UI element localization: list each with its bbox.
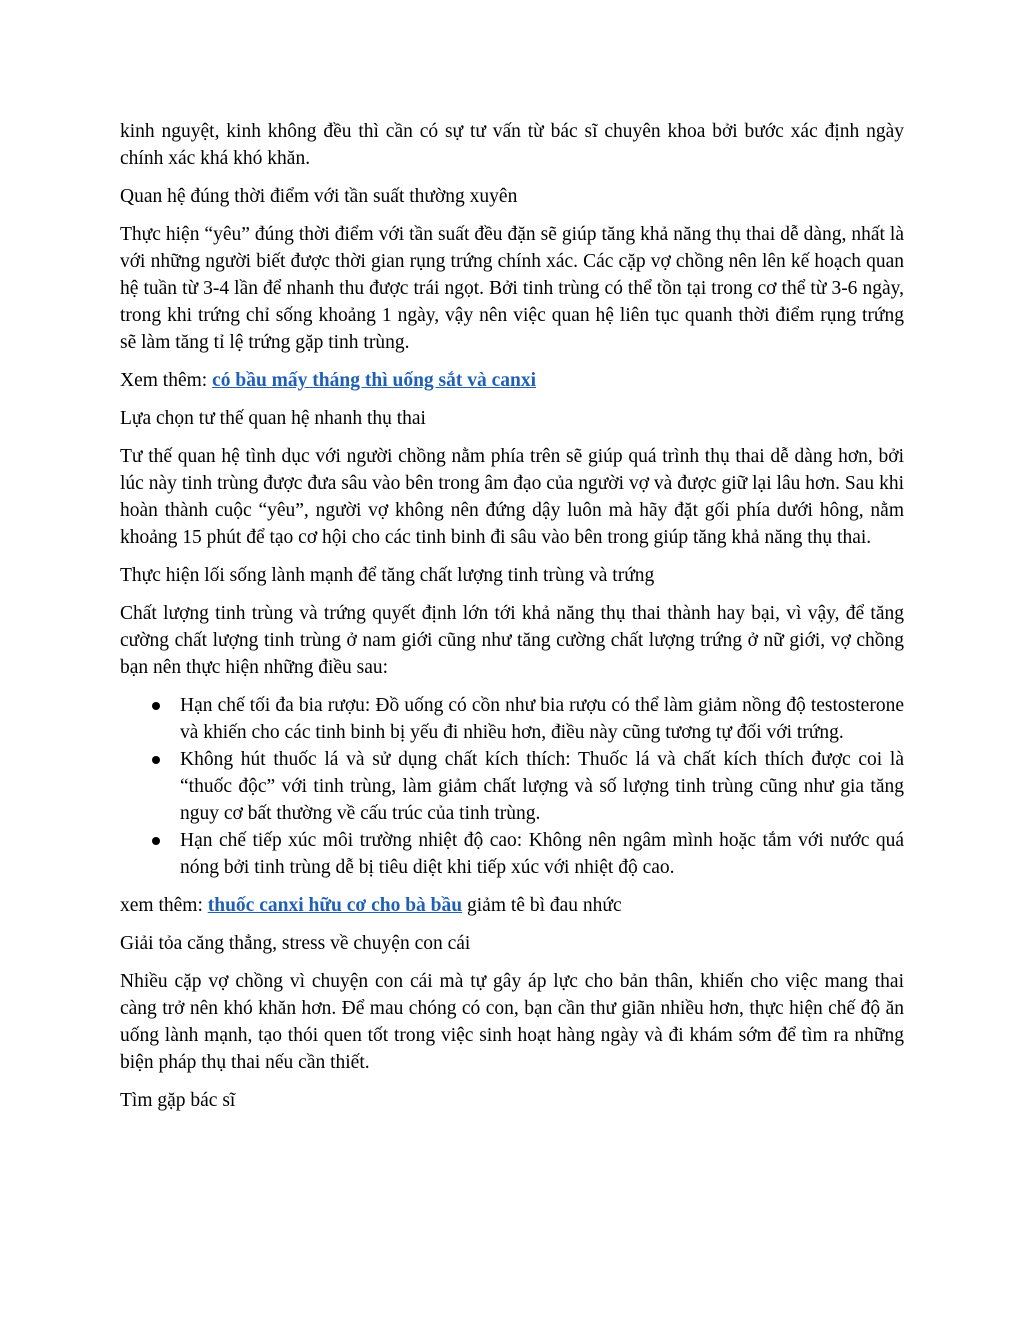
bullet-icon [152, 702, 160, 710]
list-item [120, 827, 904, 881]
heading-lifestyle: Thực hiện lối sống lành mạnh để tăng chất lượng tinh trùng và trứng [120, 565, 655, 586]
see-also-link-iron-calcium[interactable]: có bầu mấy tháng thì uống sắt và canxi [212, 370, 537, 391]
bullet-list [120, 692, 904, 881]
bullet-icon [152, 756, 160, 764]
list-item [120, 692, 904, 746]
document-page [120, 118, 904, 1125]
heading-timing: Quan hệ đúng thời điểm với tần suất thường xuyên [120, 186, 518, 207]
list-item [120, 746, 904, 827]
see-also-line-2 [120, 892, 904, 919]
paragraph-stress: Nhiều cặp vợ chồng vì chuyện con cái mà tự gây áp lực cho bản thân, khiến cho việc mang thai càng trở nên khó khăn hơn. Để mau chóng có con, bạn cần thư giãn nhiều hơn, thực hiện chế độ ăn uống lành mạnh, tạo thói quen tốt trong việc sinh hoạt hàng ngày và đi khám sớm để tìm ra những biện pháp thụ thai nếu cần thiết. [120, 971, 904, 1073]
list-item-text: Hạn chế tối đa bia rượu: Đồ uống có cồn như bia rượu có thể làm giảm nồng độ testosterone và khiến cho các tinh binh bị yếu đi nhiều hơn, điều này cũng tương tự đối với trứng. [180, 695, 904, 743]
see-also-link-organic-calcium[interactable]: thuốc canxi hữu cơ cho bà bầu [207, 895, 463, 916]
paragraph-position: Tư thế quan hệ tình dục với người chồng nằm phía trên sẽ giúp quá trình thụ thai dễ dàng hơn, bởi lúc này tinh trùng được đưa sâu vào bên trong âm đạo của người vợ và được giữ lại lâu hơn. Sau khi hoàn thành cuộc “yêu”, người vợ không nên đứng dậy luôn mà hãy đặt gối phía dưới hông, nằm khoảng 15 phút để tạo cơ hội cho các tinh binh đi sâu vào bên trong giúp tăng khả năng thụ thai. [120, 446, 904, 548]
paragraph-timing: Thực hiện “yêu” đúng thời điểm với tần suất đều đặn sẽ giúp tăng khả năng thụ thai dễ dàng, nhất là với những người biết được thời gian rụng trứng chính xác. Các cặp vợ chồng nên lên kế hoạch quan hệ tuần từ 3-4 lần để nhanh thu được trái ngọt. Bởi tinh trùng có thể tồn tại trong cơ thể từ 3-6 ngày, trong khi trứng chỉ sống khoảng 1 ngày, vậy nên việc quan hệ liên tục quanh thời điểm rụng trứng sẽ làm tăng tỉ lệ trứng gặp tinh trùng. [120, 224, 904, 353]
bullet-icon [152, 837, 160, 845]
see-also-prefix-2: xem thêm: [120, 895, 208, 916]
see-also-prefix-1: Xem thêm: [120, 370, 213, 391]
heading-position: Lựa chọn tư thế quan hệ nhanh thụ thai [120, 408, 426, 429]
heading-stress: Giải tỏa căng thẳng, stress về chuyện con cái [120, 933, 471, 954]
paragraph-lifestyle: Chất lượng tinh trùng và trứng quyết định lớn tới khả năng thụ thai thành hay bại, vì vậy, để tăng cường chất lượng tinh trùng ở nam giới cũng như tăng cường chất lượng trứng ở nữ giới, vợ chồng bạn nên thực hiện những điều sau: [120, 603, 904, 678]
list-item-text: Không hút thuốc lá và sử dụng chất kích thích: Thuốc lá và chất kích thích được coi là “thuốc độc” với tinh trùng, làm giảm chất lượng và số lượng tinh trùng cũng như gia tăng nguy cơ bất thường về cấu trúc của tinh trùng. [180, 749, 904, 824]
list-item-text: Hạn chế tiếp xúc môi trường nhiệt độ cao: Không nên ngâm mình hoặc tắm với nước quá nóng bởi tinh trùng dễ bị tiêu diệt khi tiếp xúc với nhiệt độ cao. [180, 830, 904, 878]
paragraph-intro: kinh nguyệt, kinh không đều thì cần có sự tư vấn từ bác sĩ chuyên khoa bởi bước xác định ngày chính xác khá khó khăn. [120, 121, 904, 169]
see-also-suffix-2: giảm tê bì đau nhức [462, 895, 622, 916]
see-also-line-1 [120, 367, 904, 394]
heading-doctor: Tìm gặp bác sĩ [120, 1090, 236, 1111]
